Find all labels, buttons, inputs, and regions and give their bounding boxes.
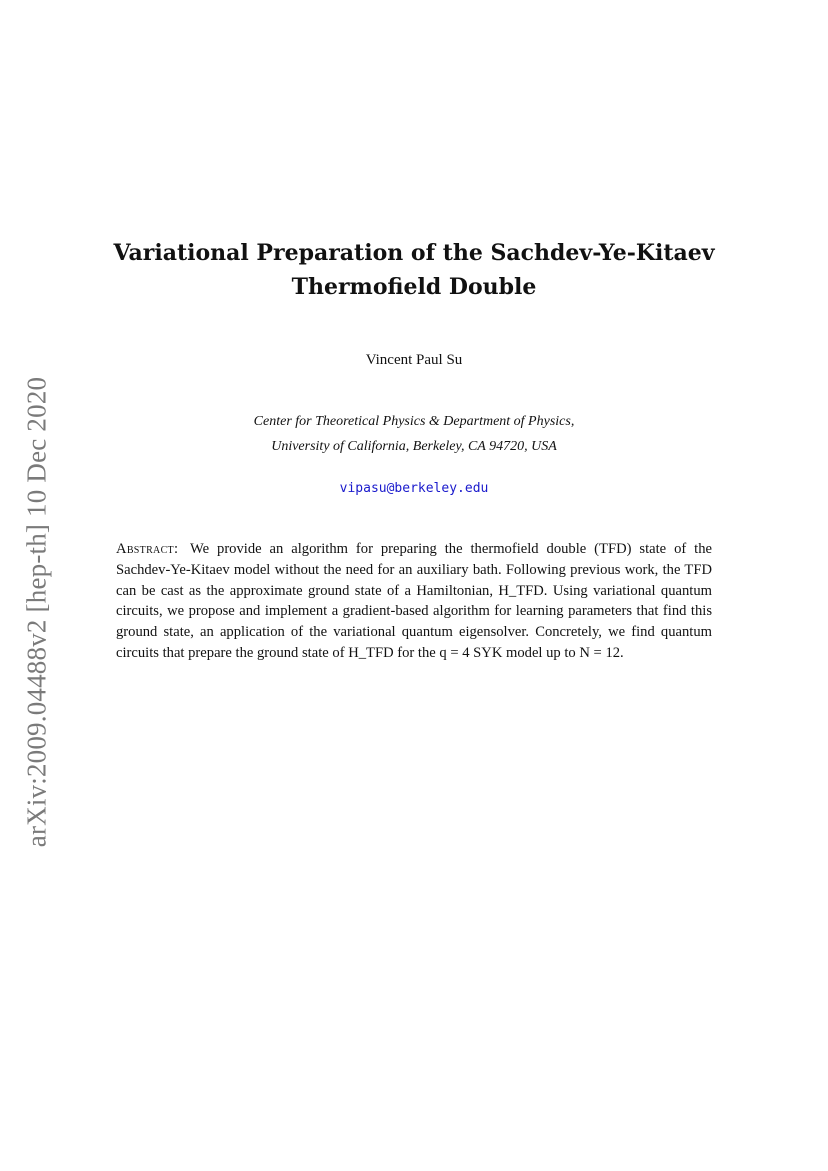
paper-title-line-2: Thermofield Double — [291, 274, 537, 300]
affiliation-line-1: Center for Theoretical Physics & Department of Physics, — [253, 414, 575, 429]
abstract-label: Abstract: — [116, 541, 179, 557]
abstract — [116, 539, 712, 664]
author-name: Vincent Paul Su — [365, 352, 463, 368]
abstract-text: We provide an algorithm for preparing the thermofield double (TFD) state of the Sachdev-Ye-Kitaev model without the need for an auxiliary bath. Following previous work, the TFD can be cast as the approximate ground state of a Hamiltonian, H_TFD. Using variational quantum circuits, we propose and implement a gradient-based algorithm for learning parameters that find this ground state, an application of the variational quantum eigensolver. Concretely, we find quantum circuits that prepare the ground state of H_TFD for the q = 4 SYK model up to N = 12. — [116, 541, 713, 661]
affiliation-line-2: University of California, Berkeley, CA 94720, USA — [271, 439, 557, 454]
author-email-link[interactable]: vipasu@berkeley.edu — [339, 481, 489, 496]
paper-title-line-1: Variational Preparation of the Sachdev-Ye-Kitaev — [113, 240, 715, 266]
paper-title — [80, 236, 748, 304]
arxiv-identifier-stamp: arXiv:2009.04488v2 [hep-th] 10 Dec 2020 — [21, 376, 52, 848]
